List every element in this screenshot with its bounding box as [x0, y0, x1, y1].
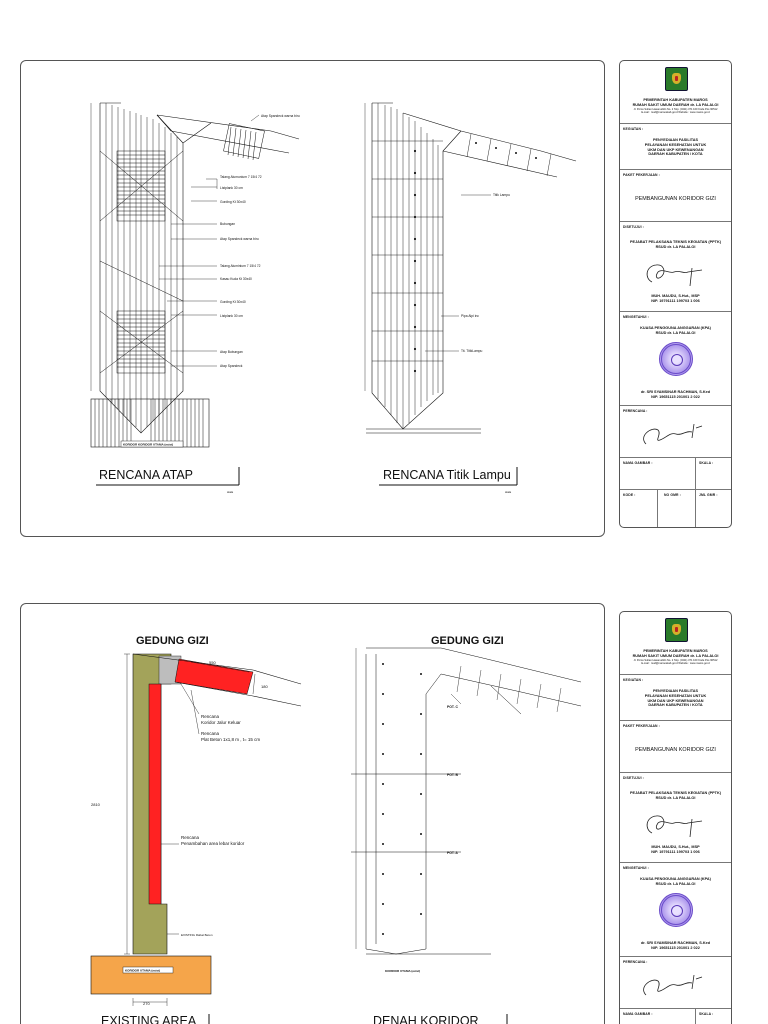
institution-address [620, 659, 731, 665]
kegiatan-label: KEGIATAN : [623, 127, 644, 131]
paket-label: PAKET PEKERJAAN : [623, 724, 660, 728]
title-block [619, 611, 732, 1024]
pptk-title [620, 791, 731, 801]
institution-header [620, 649, 731, 658]
mengetahui-label: MENGETAHUI : [623, 315, 649, 319]
kpa-name: dr. SRI SYAMSINAR RACHMAN, S.Ked [640, 390, 711, 394]
institution-header [620, 98, 731, 107]
kegiatan-line: PENYEDIAAN FASILITAS [652, 138, 699, 142]
roof-annotation: Bubungan [220, 222, 236, 226]
regency-logo-icon [665, 618, 688, 642]
pptk-line: PEJABAT PELAKSANA TEKNIS KEGIATAN (PPTK) [630, 791, 721, 795]
regency-logo-icon [665, 67, 688, 91]
header-line: PEMERINTAH KABUPATEN MAROS [643, 98, 708, 102]
kegiatan-line: PENYEDIAAN FASILITAS [652, 689, 699, 693]
roof-annotation: Atap Spandeck [220, 364, 243, 368]
note-line: Rencana [181, 835, 200, 840]
skala-label: SKALA : [699, 1012, 714, 1016]
nama-gambar-cell [620, 1008, 731, 1024]
koridor-label: KORIDOR UTAMA (exist) [125, 968, 161, 973]
paket-cell [620, 169, 731, 221]
nama-gambar-cell [620, 457, 731, 489]
scale-note: skala [227, 491, 234, 494]
existing-area-drawing [91, 654, 301, 1006]
koridor-label: KORIDOR KORIDOR UTAMA (exist) [123, 442, 174, 447]
existing-area-title: EXISTING AREA [101, 1014, 197, 1024]
koridor-label: KORIDOR UTAMA (exist) [385, 969, 421, 973]
planner-signature-icon [636, 418, 716, 452]
roof-plan-title: RENCANA ATAP [99, 468, 194, 482]
perencana-cell [620, 956, 731, 1008]
kegiatan-value [620, 689, 731, 708]
kpa-line: KUASA PENGGUNA ANGGARAN (KPA) [640, 877, 711, 881]
roof-annotation: Atap Spandeck warna biru [261, 114, 300, 118]
disetujui-label: DISETUJUI : [623, 776, 644, 780]
kegiatan-line: PELAYANAN KESEHATAN UNTUK [644, 142, 707, 147]
pptk-name-block [620, 845, 731, 855]
approval-cell [620, 221, 731, 311]
note-line: Koridor Jalur Keluar [201, 720, 241, 725]
roof-annotation: Listplank 30 cm [220, 314, 243, 318]
hospital-seal-icon [659, 893, 693, 927]
address-line: Jl. Poros Sultan Hasanuddin No. 2 Telp. (0411) 371 100 Kode Pos 90512 [633, 659, 718, 662]
pptk-signature-icon [640, 811, 710, 841]
note-line: Plat Beton 1x1,8 m , t= 15 cm [201, 737, 261, 742]
corridor-plan-title: DENAH KORIDOR [373, 1014, 479, 1024]
kegiatan-line: UKM DAN UKP KEWENANGAN [647, 147, 704, 152]
roof-annotation: Talang Aluminium 7 15/4 72 [220, 264, 261, 268]
kegiatan-line: DAERAH KABUPATEN / KOTA [648, 703, 703, 708]
title-block [619, 60, 732, 528]
roof-annotation: Kasau Kuda Kt 30x40 [220, 277, 252, 281]
note-line: Rencana [201, 714, 220, 719]
dimension-label: 180 [261, 684, 268, 689]
kpa-title [620, 877, 731, 887]
dimension-label: 550 [209, 660, 216, 665]
no-gmr-label: NO GMR : [664, 493, 681, 497]
kegiatan-cell [620, 123, 731, 169]
scale-note: skala [505, 491, 512, 494]
kpa-line: RSUD dr. LA PALALOI [655, 881, 696, 886]
kode-label: KODE : [623, 493, 636, 497]
pptk-name-block [620, 294, 731, 304]
address-line: Jl. Poros Sultan Hasanuddin No. 2 Telp. (0411) 371 100 Kode Pos 90512 [633, 108, 718, 111]
pptk-line: RSUD dr. LA PALALOI [655, 244, 696, 249]
header-line: PEMERINTAH KABUPATEN MAROS [643, 649, 708, 653]
pptk-line: PEJABAT PELAKSANA TEKNIS KEGIATAN (PPTK) [630, 240, 721, 244]
pptk-nip: NIP. 19791111 199703 1 006 [651, 298, 700, 303]
roof-annotation: Atap Spandeck warna biru [220, 237, 259, 241]
address-line: E-mail : rsud@marooskab.go.id Website : www.maros.go.id [641, 662, 710, 666]
kpa-line: RSUD dr. LA PALALOI [655, 330, 696, 335]
dimension-label: 270 [143, 1001, 150, 1006]
note-line: Penambahan area lebar koridor [181, 841, 245, 846]
roof-annotation: Gording Kt 30x40 [220, 200, 246, 204]
kegiatan-cell [620, 674, 731, 720]
kpa-line: KUASA PENGGUNA ANGGARAN (KPA) [640, 326, 711, 330]
perencana-label: PERENCANA : [623, 960, 648, 964]
hospital-seal-icon [659, 342, 693, 376]
paket-value: PEMBANGUNAN KORIDOR GIZI [635, 196, 716, 202]
lighting-plan-drawing [365, 103, 576, 433]
kegiatan-line: UKM DAN UKP KEWENANGAN [647, 698, 704, 703]
kode-cell [620, 489, 731, 528]
paket-value: PEMBANGUNAN KORIDOR GIZI [635, 747, 716, 753]
roof-annotation: Talang Alumunium 7 15/4 72 [220, 175, 262, 179]
lamp-annotation: Tit. TitikLampu [461, 349, 483, 353]
roof-and-lighting-drawing [21, 61, 605, 537]
planner-signature-icon [636, 969, 716, 1003]
building-heading: GEDUNG GIZI [431, 635, 504, 647]
pptk-line: RSUD dr. LA PALALOI [655, 795, 696, 800]
kpa-cell [620, 311, 731, 405]
existing-and-corridor-drawing [21, 604, 605, 1024]
paket-label: PAKET PEKERJAAN : [623, 173, 660, 177]
roof-annotation: Listplank 30 cm [220, 186, 243, 190]
section-label: POT. B [447, 773, 458, 777]
institution-address [620, 108, 731, 114]
disetujui-label: DISETUJUI : [623, 225, 644, 229]
address-line: E-mail : rsud@marooskab.go.id Website : www.maros.go.id [641, 111, 710, 115]
kegiatan-value [620, 138, 731, 157]
kpa-title [620, 326, 731, 336]
perencana-label: PERENCANA : [623, 409, 648, 413]
kegiatan-line: DAERAH KABUPATEN / KOTA [648, 152, 703, 157]
lamp-annotation: Titik Lampu [493, 193, 510, 197]
pptk-signature-icon [640, 260, 710, 290]
kpa-name-block [620, 390, 731, 400]
nama-gambar-label: NAMA GAMBAR : [623, 461, 653, 465]
lamp-annotation: Pipa Alpi inc [461, 314, 479, 318]
pptk-name: MUH. MAUDU, S.Hut., MSP [651, 294, 700, 298]
kpa-nip: NIP. 19651115 201001 2 022 [651, 945, 700, 950]
note-line: Rencana [201, 731, 220, 736]
lighting-plan-title: RENCANA Titik Lampu [383, 468, 511, 482]
pptk-title [620, 240, 731, 250]
pptk-nip: NIP. 19791111 199703 1 006 [651, 849, 700, 854]
kegiatan-label: KEGIATAN : [623, 678, 644, 682]
section-label: POT. A [447, 851, 458, 855]
jml-gmr-label: JML GMR : [699, 493, 718, 497]
paket-cell [620, 720, 731, 772]
mengetahui-label: MENGETAHUI : [623, 866, 649, 870]
roof-annotation: Atap Bubungan [220, 350, 243, 354]
header-line: RUMAH SAKIT UMUM DAERAH dr. LA PALALOI [632, 102, 719, 107]
roof-annotation: Gording Kt 30x40 [220, 300, 246, 304]
nama-gambar-label: NAMA GAMBAR : [623, 1012, 653, 1016]
roof-plan-drawing [91, 103, 299, 447]
pptk-name: MUH. MAUDU, S.Hut., MSP [651, 845, 700, 849]
perencana-cell [620, 405, 731, 457]
header-line: RUMAH SAKIT UMUM DAERAH dr. LA PALALOI [632, 653, 719, 658]
kpa-name: dr. SRI SYAMSINAR RACHMAN, S.Ked [640, 941, 711, 945]
drawing-sheet-roof-plan [20, 60, 605, 537]
skala-label: SKALA : [699, 461, 714, 465]
kpa-nip: NIP. 19651115 201001 2 022 [651, 394, 700, 399]
dimension-label: 2810 [91, 802, 100, 807]
note-line: EXISTING Rabat Beton [181, 933, 213, 937]
kegiatan-line: PELAYANAN KESEHATAN UNTUK [644, 693, 707, 698]
corridor-plan-drawing [351, 648, 581, 954]
kpa-name-block [620, 941, 731, 951]
drawing-sheet-existing-area [20, 603, 605, 1024]
kpa-cell [620, 862, 731, 956]
building-heading: GEDUNG GIZI [136, 635, 209, 647]
section-label: POT. C [447, 705, 458, 709]
approval-cell [620, 772, 731, 862]
